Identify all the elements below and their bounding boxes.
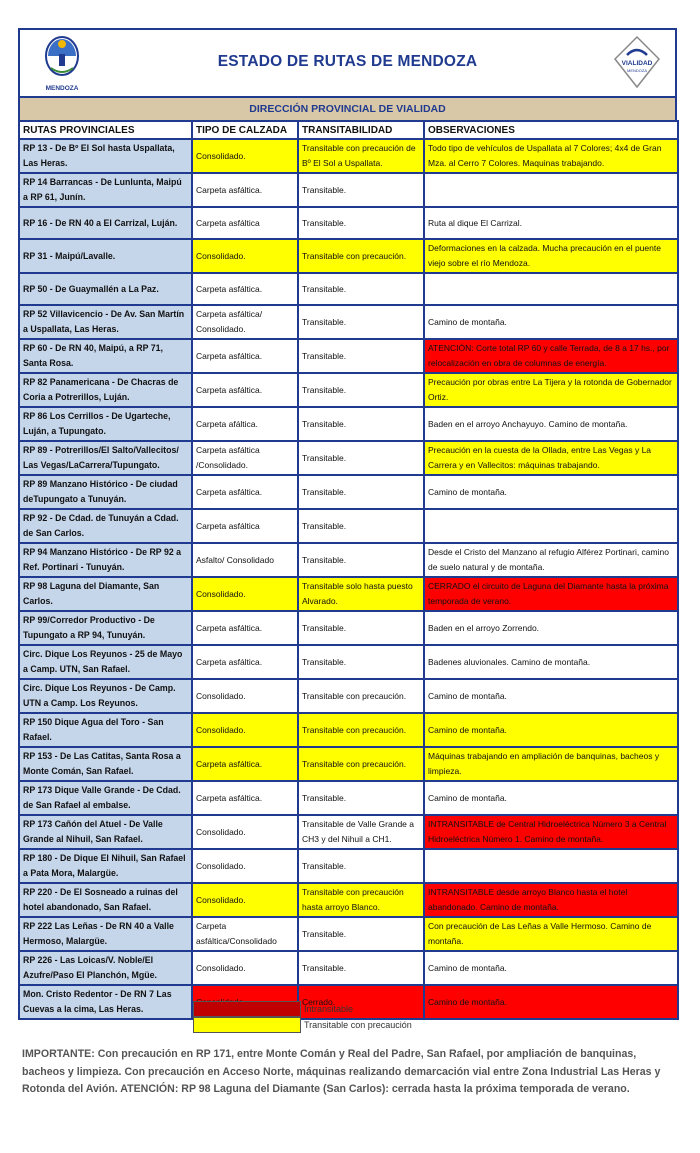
transit-cell: Transitable. [298, 373, 424, 407]
transit-cell: Transitable. [298, 951, 424, 985]
route-cell: RP 16 - De RN 40 a El Carrizal, Luján. [19, 207, 192, 239]
road-type-cell: Carpeta asfáltica/Consolidado [192, 917, 298, 951]
route-cell: RP 226 - Las Loicas/V. Noble/El Azufre/Paso El Planchón, Mgüe. [19, 951, 192, 985]
table-row [19, 407, 678, 441]
table-row [19, 645, 678, 679]
col-header-road-type: TIPO DE CALZADA [192, 121, 298, 139]
legend [193, 1001, 423, 1033]
transit-cell: Transitable solo hasta puesto Alvarado. [298, 577, 424, 611]
transit-cell: Transitable. [298, 173, 424, 207]
vialidad-logo-subtext: MENDOZA [627, 68, 647, 73]
observations-cell [424, 173, 678, 207]
road-type-cell: Carpeta asfáltica /Consolidado. [192, 441, 298, 475]
table-row [19, 781, 678, 815]
table-row [19, 883, 678, 917]
table-row [19, 273, 678, 305]
table-row [19, 173, 678, 207]
table-row [19, 475, 678, 509]
observations-cell: ATENCIÓN: Corte total RP 60 y calle Terrada, de 8 a 17 hs., por relocalización en obra de columnas de energía. [424, 339, 678, 373]
observations-cell: Precaución en la cuesta de la Ollada, entre Las Vegas y La Carrera y en Vallecitos: máquinas trabajando. [424, 441, 678, 475]
transit-cell: Transitable. [298, 645, 424, 679]
transit-cell: Transitable. [298, 509, 424, 543]
mendoza-logo-caption: MENDOZA [45, 85, 79, 92]
road-type-cell: Carpeta asfáltica. [192, 273, 298, 305]
transit-cell: Transitable. [298, 917, 424, 951]
route-cell: Circ. Dique Los Reyunos - 25 de Mayo a Camp. UTN, San Rafael. [19, 645, 192, 679]
road-type-cell: Carpeta asfáltica/ Consolidado. [192, 305, 298, 339]
table-row [19, 815, 678, 849]
road-type-cell: Carpeta asfáltica. [192, 173, 298, 207]
road-type-cell: Carpeta asfáltica [192, 207, 298, 239]
road-type-cell: Consolidado. [192, 815, 298, 849]
transit-cell: Transitable. [298, 611, 424, 645]
transit-cell: Transitable con precaución de Bº El Sol a Uspallata. [298, 139, 424, 173]
observations-cell [424, 273, 678, 305]
transit-cell: Transitable. [298, 781, 424, 815]
transit-cell: Transitable. [298, 339, 424, 373]
table-row [19, 951, 678, 985]
table-row [19, 611, 678, 645]
transit-cell: Cerrado. [298, 985, 424, 1019]
transit-cell: Transitable con precaución. [298, 747, 424, 781]
route-cell: RP 150 Dique Agua del Toro - San Rafael. [19, 713, 192, 747]
routes-table-body [19, 139, 678, 1019]
table-row [19, 373, 678, 407]
route-cell: RP 92 - De Cdad. de Tunuyán a Cdad. de San Carlos. [19, 509, 192, 543]
table-row [19, 305, 678, 339]
table-header-row [19, 121, 678, 139]
road-type-cell: Carpeta asfáltica. [192, 747, 298, 781]
route-cell: RP 99/Corredor Productivo - De Tupungato a RP 94, Tunuyán. [19, 611, 192, 645]
route-cell: RP 173 Dique Valle Grande - De Cdad. de San Rafael al embalse. [19, 781, 192, 815]
transit-cell: Transitable. [298, 207, 424, 239]
table-row [19, 679, 678, 713]
table-row [19, 747, 678, 781]
route-cell: Mon. Cristo Redentor - De RN 7 Las Cuevas a la cima, Las Heras. [19, 985, 192, 1019]
route-cell: RP 82 Panamericana - De Chacras de Coria a Potrerillos, Luján. [19, 373, 192, 407]
observations-cell: Camino de montaña. [424, 305, 678, 339]
table-row [19, 509, 678, 543]
routes-table [18, 120, 679, 1020]
road-type-cell: Consolidado. [192, 679, 298, 713]
route-cell: RP 89 Manzano Histórico - De ciudad deTupungato a Tunuyán. [19, 475, 192, 509]
transit-cell: Transitable con precaución. [298, 239, 424, 273]
route-cell: RP 31 - Maipú/Lavalle. [19, 239, 192, 273]
report-header [18, 28, 677, 96]
route-cell: RP 180 - De Dique El Nihuil, San Rafael a Pata Mora, Malargüe. [19, 849, 192, 883]
transit-cell: Transitable con precaución. [298, 679, 424, 713]
table-row [19, 339, 678, 373]
road-type-cell: Carpeta asfáltica. [192, 645, 298, 679]
road-type-cell: Carpeta asfáltica. [192, 373, 298, 407]
road-type-cell: Consolidado. [192, 883, 298, 917]
col-header-transit: TRANSITABILIDAD [298, 121, 424, 139]
transit-cell: Transitable con precaución hasta arroyo Blanco. [298, 883, 424, 917]
important-note [22, 1046, 662, 1099]
route-cell: RP 13 - De Bº El Sol hasta Uspallata, Las Heras. [19, 139, 192, 173]
observations-cell: Camino de montaña. [424, 475, 678, 509]
important-note-lead: IMPORTANTE: [22, 1048, 95, 1060]
observations-cell: Ruta al dique El Carrizal. [424, 207, 678, 239]
road-type-cell: Asfalto/ Consolidado [192, 543, 298, 577]
table-row [19, 139, 678, 173]
observations-cell: Máquinas trabajando en ampliación de banquinas, bacheos y limpieza. [424, 747, 678, 781]
legend-label-caution: Transitable con precaución [304, 1020, 412, 1030]
legend-swatch-impassable [193, 1001, 301, 1017]
table-row [19, 239, 678, 273]
observations-cell: CERRADO el circuito de Laguna del Diamante hasta la próxima temporada de verano. [424, 577, 678, 611]
legend-item [193, 1017, 423, 1033]
route-cell: RP 173 Cañón del Atuel - De Valle Grande al Nihuil, San Rafael. [19, 815, 192, 849]
observations-cell: Baden en el arroyo Anchayuyo. Camino de montaña. [424, 407, 678, 441]
transit-cell: Transitable. [298, 441, 424, 475]
observations-cell: Camino de montaña. [424, 713, 678, 747]
route-cell: RP 86 Los Cerrillos - De Ugarteche, Luján, a Tupungato. [19, 407, 192, 441]
report-sheet [18, 28, 677, 1020]
table-row [19, 207, 678, 239]
vialidad-logo-icon [613, 35, 661, 89]
observations-cell: Con precaución de Las Leñas a Valle Hermoso. Camino de montaña. [424, 917, 678, 951]
road-type-cell: Carpeta asfáltica. [192, 611, 298, 645]
table-row [19, 543, 678, 577]
road-type-cell: Carpeta afáltica. [192, 407, 298, 441]
observations-cell: INTRANSITABLE de Central Hidroeléctrica Número 3 a Central Hidroeléctrica Número 1. Camino de montaña. [424, 815, 678, 849]
observations-cell: Camino de montaña. [424, 679, 678, 713]
important-note-text: Con precaución en RP 171, entre Monte Comán y Real del Padre, San Rafael, por ampliación de banquinas, bacheos y limpieza. Con precaución en Acceso Norte, máquinas realizando demarcación vial entre Zona Industrial Las Heras y Rotonda del Avión. ATENCIÓN: RP 98 Laguna del Diamante (San Carlos): cerrada hasta la próxima temporada de verano. [22, 1048, 661, 1095]
road-type-cell: Carpeta asfáltica. [192, 781, 298, 815]
col-header-observations: OBSERVACIONES [424, 121, 678, 139]
transit-cell: Transitable. [298, 475, 424, 509]
legend-label-impassable: Intransitable [304, 1004, 354, 1014]
observations-cell [424, 509, 678, 543]
route-cell: RP 153 - De Las Catitas, Santa Rosa a Monte Comán, San Rafael. [19, 747, 192, 781]
route-cell: RP 98 Laguna del Diamante, San Carlos. [19, 577, 192, 611]
route-cell: RP 52 Villavicencio - De Av. San Martín a Uspallata, Las Heras. [19, 305, 192, 339]
table-row [19, 577, 678, 611]
route-cell: RP 50 - De Guaymallén a La Paz. [19, 273, 192, 305]
transit-cell: Transitable. [298, 407, 424, 441]
road-type-cell: Carpeta asfáltica [192, 509, 298, 543]
observations-cell: Baden en el arroyo Zorrendo. [424, 611, 678, 645]
table-row [19, 441, 678, 475]
transit-cell: Transitable. [298, 305, 424, 339]
route-cell: RP 89 - Potrerillos/El Salto/Vallecitos/ Las Vegas/LaCarrera/Tupungato. [19, 441, 192, 475]
observations-cell: Camino de montaña. [424, 781, 678, 815]
road-type-cell: Consolidado. [192, 849, 298, 883]
table-row [19, 713, 678, 747]
road-type-cell: Carpeta asfáltica. [192, 339, 298, 373]
legend-item [193, 1001, 423, 1017]
observations-cell: Camino de montaña. [424, 951, 678, 985]
observations-cell: Precaución por obras entre La Tijera y la rotonda de Gobernador Ortiz. [424, 373, 678, 407]
transit-cell: Transitable con precaución. [298, 713, 424, 747]
road-type-cell: Carpeta asfáltica. [192, 475, 298, 509]
observations-cell: Camino de montaña. [424, 985, 678, 1019]
observations-cell: INTRANSITABLE desde arroyo Blanco hasta el hotel abandonado. Camino de montaña. [424, 883, 678, 917]
observations-cell: Deformaciones en la calzada. Mucha precaución en el puente viejo sobre el río Mendoza. [424, 239, 678, 273]
route-cell: RP 14 Barrancas - De Lunlunta, Maipú a RP 61, Junín. [19, 173, 192, 207]
transit-cell: Transitable de Valle Grande a CH3 y del Nihuil a CH1. [298, 815, 424, 849]
road-type-cell: Consolidado. [192, 239, 298, 273]
road-type-cell: Consolidado. [192, 713, 298, 747]
vialidad-logo-text: VIALIDAD [621, 60, 653, 67]
road-type-cell: Consolidado. [192, 139, 298, 173]
observations-cell [424, 849, 678, 883]
transit-cell: Transitable. [298, 273, 424, 305]
route-cell: Circ. Dique Los Reyunos - De Camp. UTN a Camp. Los Reyunos. [19, 679, 192, 713]
route-cell: RP 220 - De El Sosneado a ruinas del hotel abandonado, San Rafael. [19, 883, 192, 917]
page-title: ESTADO DE RUTAS DE MENDOZA [217, 53, 478, 70]
table-row [19, 849, 678, 883]
direction-band: DIRECCIÓN PROVINCIAL DE VIALIDAD [18, 96, 677, 120]
observations-cell: Badenes aluvionales. Camino de montaña. [424, 645, 678, 679]
route-cell: RP 222 Las Leñas - De RN 40 a Valle Hermoso, Malargüe. [19, 917, 192, 951]
transit-cell: Transitable. [298, 849, 424, 883]
road-type-cell: Consolidado. [192, 951, 298, 985]
table-row [19, 917, 678, 951]
road-type-cell: Consolidado. [192, 577, 298, 611]
legend-swatch-caution [193, 1017, 301, 1033]
observations-cell: Todo tipo de vehículos de Uspallata al 7 Colores; 4x4 de Gran Mza. al Cerro 7 Colores. Maquinas trabajando. [424, 139, 678, 173]
observations-cell: Desde el Cristo del Manzano al refugio Alférez Portinari, camino de suelo natural y de montaña. [424, 543, 678, 577]
col-header-routes: RUTAS PROVINCIALES [19, 121, 192, 139]
route-cell: RP 94 Manzano Histórico - De RP 92 a Ref. Portinari - Tunuyán. [19, 543, 192, 577]
transit-cell: Transitable. [298, 543, 424, 577]
route-cell: RP 60 - De RN 40, Maipú, a RP 71, Santa Rosa. [19, 339, 192, 373]
